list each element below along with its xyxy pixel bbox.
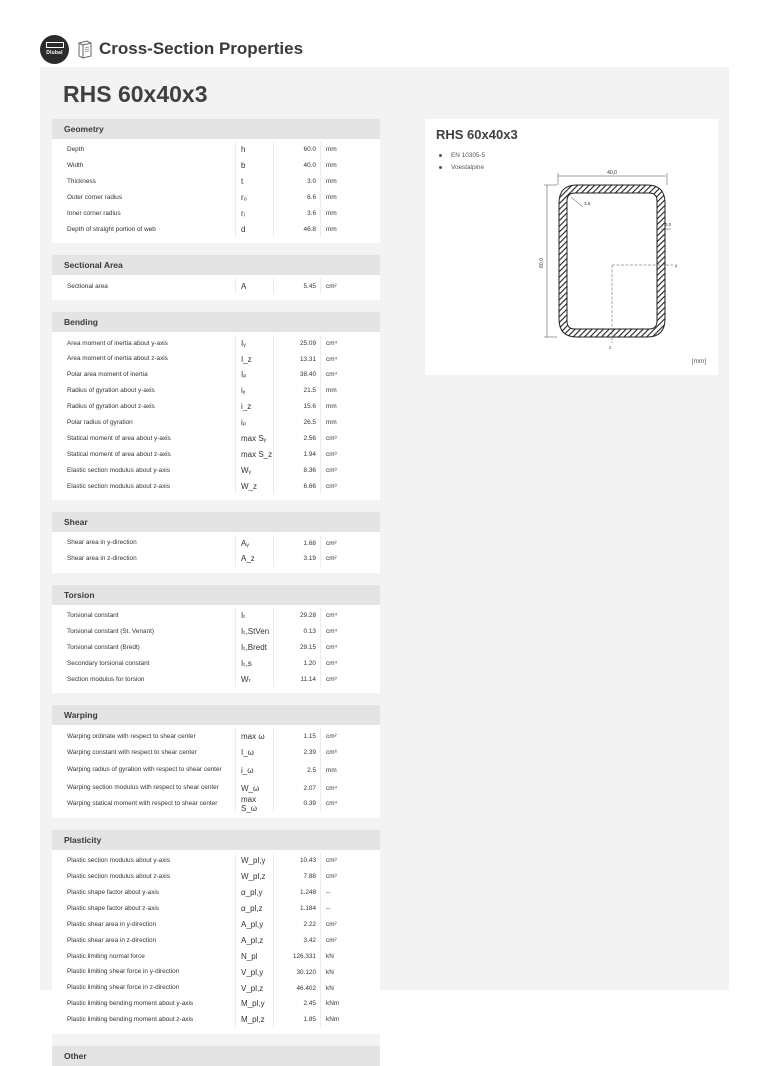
section-heading: Torsion: [52, 585, 380, 605]
property-name: Torsional constant: [52, 608, 236, 624]
section-torsion: [52, 585, 380, 705]
property-value: 15.6: [274, 399, 321, 415]
table-row: [52, 980, 380, 996]
property-value: 29.28: [274, 608, 321, 624]
property-name: Statical moment of area about y-axis: [52, 431, 236, 447]
property-name: Sectional area: [52, 278, 236, 294]
property-value: 1.248: [274, 885, 321, 901]
section-other: [52, 1046, 380, 1066]
property-unit: mm: [326, 210, 337, 217]
table-row: [52, 932, 380, 948]
section-heading: Bending: [52, 312, 380, 332]
property-unit: kN: [326, 968, 334, 976]
property-symbol: t: [236, 174, 274, 190]
table-row: [52, 535, 380, 551]
property-unit: mm: [326, 146, 337, 154]
property-value: 38.40: [274, 367, 321, 383]
property-name: Warping statical moment with respect to shear center: [52, 796, 236, 812]
property-unit: cm²: [326, 920, 337, 928]
table-row: [52, 278, 380, 294]
property-unit: cm⁴: [326, 339, 338, 347]
property-symbol: Wₜ: [236, 671, 274, 687]
property-unit: cm⁴: [326, 660, 338, 668]
property-symbol: I_z: [236, 351, 274, 367]
property-value: 29.15: [274, 640, 321, 656]
property-name: Radius of gyration about z-axis: [52, 399, 236, 415]
property-name: Section modulus for torsion: [52, 671, 236, 687]
section-shear: [52, 512, 380, 585]
property-symbol: A: [236, 278, 274, 294]
property-symbol: A_pl,y: [236, 917, 274, 933]
property-name: Plastic limiting bending moment about z-axis: [52, 1012, 236, 1028]
table-row: [52, 780, 380, 796]
table-row: [52, 744, 380, 760]
property-symbol: rᵢ: [236, 206, 274, 222]
property-symbol: Wᵧ: [236, 462, 274, 478]
profile-title: RHS 60x40x3: [63, 81, 208, 107]
width-dimension: 40,0: [607, 170, 617, 176]
section-heading: Plasticity: [52, 830, 380, 850]
properties-table: [52, 119, 380, 1066]
property-name: Warping radius of gyration with respect to shear center: [52, 760, 236, 780]
rhs-cross-section-drawing: [495, 170, 678, 361]
property-symbol: W_z: [236, 478, 274, 494]
height-dimension: 60,0: [539, 258, 545, 268]
property-name: Area moment of inertia about z-axis: [52, 351, 236, 367]
property-value: 1.20: [274, 656, 321, 672]
property-name: Torsional constant (St. Venant): [52, 624, 236, 640]
property-symbol: Iₜ: [236, 608, 274, 624]
property-value: 3.42: [274, 932, 321, 948]
property-value: 2.22: [274, 917, 321, 933]
property-value: 126.331: [274, 948, 321, 964]
property-unit: cm⁴: [326, 628, 338, 636]
property-name: Warping ordinate with respect to shear center: [52, 728, 236, 744]
section-sectional-area: [52, 255, 380, 312]
property-symbol: Iₜ,s: [236, 656, 274, 672]
property-symbol: Aᵧ: [236, 535, 274, 551]
property-value: 2.56: [274, 431, 321, 447]
cross-section-drawing-card: [425, 119, 718, 375]
table-row: [52, 415, 380, 431]
property-unit: cm⁴: [326, 371, 338, 379]
page-header: [40, 33, 303, 65]
radius-label: 3,6: [584, 201, 591, 206]
property-name: Plastic limiting shear force in z-direction: [52, 980, 236, 996]
property-unit: cm⁴: [326, 800, 338, 808]
property-symbol: V_pl,z: [236, 980, 274, 996]
section-heading: Other: [52, 1046, 380, 1066]
table-row: [52, 656, 380, 672]
table-row: [52, 174, 380, 190]
note-item: EN 10305-5: [439, 149, 485, 161]
table-row: [52, 190, 380, 206]
property-value: 2.45: [274, 996, 321, 1012]
table-row: [52, 446, 380, 462]
property-name: Polar radius of gyration: [52, 415, 236, 431]
property-name: Depth: [52, 142, 236, 158]
property-symbol: Iᵧ: [236, 335, 274, 351]
table-row: [52, 796, 380, 812]
book-icon: [77, 40, 93, 58]
property-symbol: I_ω: [236, 744, 274, 760]
property-symbol: M_pl,y: [236, 996, 274, 1012]
property-symbol: i_ω: [236, 760, 274, 780]
property-symbol: iᵧ: [236, 383, 274, 399]
property-unit: kNm: [326, 1016, 340, 1024]
property-symbol: max Sᵧ: [236, 431, 274, 447]
property-unit: --: [326, 889, 331, 897]
property-value: 2.39: [274, 744, 321, 760]
property-unit: --: [326, 905, 331, 913]
property-unit: kN: [326, 984, 334, 992]
property-value: 30.120: [274, 964, 321, 980]
property-value: 8.36: [274, 462, 321, 478]
table-row: [52, 462, 380, 478]
property-unit: mm: [326, 403, 337, 411]
property-unit: cm²: [326, 539, 337, 547]
property-name: Warping section modulus with respect to shear center: [52, 780, 236, 796]
property-value: 7.88: [274, 869, 321, 885]
table-row: [52, 206, 380, 222]
property-name: Depth of straight portion of web: [52, 221, 236, 237]
property-name: Torsional constant (Bredt): [52, 640, 236, 656]
property-symbol: h: [236, 142, 274, 158]
content-panel: [40, 67, 729, 1061]
property-value: 46.8: [274, 221, 321, 237]
property-name: Plastic section modulus about z-axis: [52, 869, 236, 885]
table-row: [52, 640, 380, 656]
property-name: Thickness: [52, 174, 236, 190]
drawing-title: RHS 60x40x3: [436, 127, 518, 142]
y-axis-label: y: [675, 263, 678, 268]
table-row: [52, 399, 380, 415]
section-heading: Sectional Area: [52, 255, 380, 275]
property-unit: cm³: [326, 857, 337, 865]
property-value: 0.13: [274, 624, 321, 640]
property-symbol: A_pl,z: [236, 932, 274, 948]
section-geometry: [52, 119, 380, 255]
property-name: Shear area in z-direction: [52, 551, 236, 567]
property-unit: mm: [326, 387, 337, 395]
property-name: Polar area moment of inertia: [52, 367, 236, 383]
table-row: [52, 383, 380, 399]
property-symbol: iₚ: [236, 415, 274, 431]
table-row: [52, 608, 380, 624]
property-symbol: d: [236, 221, 274, 237]
section-heading: Shear: [52, 512, 380, 532]
property-name: Plastic shape factor about y-axis: [52, 885, 236, 901]
property-unit: cm⁴: [326, 612, 338, 620]
dlubal-logo: [40, 35, 69, 64]
property-unit: cm²: [326, 936, 337, 944]
property-value: 21.5: [274, 383, 321, 399]
property-value: 2.07: [274, 780, 321, 796]
table-row: [52, 901, 380, 917]
section-heading: Warping: [52, 705, 380, 725]
property-unit: mm: [326, 419, 337, 427]
property-value: 6.6: [274, 190, 321, 206]
property-symbol: Iₜ,Bredt: [236, 640, 274, 656]
table-row: [52, 853, 380, 869]
section-plasticity: [52, 830, 380, 1046]
property-symbol: N_pl: [236, 948, 274, 964]
property-name: Elastic section modulus about y-axis: [52, 462, 236, 478]
table-row: [52, 335, 380, 351]
table-row: [52, 624, 380, 640]
property-symbol: α_pl,y: [236, 885, 274, 901]
z-axis-label: z: [609, 345, 612, 350]
section-heading: Geometry: [52, 119, 380, 139]
property-symbol: max ω: [236, 728, 274, 744]
property-name: Width: [52, 158, 236, 174]
property-value: 1.184: [274, 901, 321, 917]
property-name: Plastic section modulus about y-axis: [52, 853, 236, 869]
table-row: [52, 367, 380, 383]
property-unit: kN: [326, 952, 334, 960]
property-unit: cm⁶: [326, 748, 338, 756]
property-value: 6.66: [274, 478, 321, 494]
property-value: 25.09: [274, 335, 321, 351]
logo-text: Dlubal: [46, 50, 63, 56]
section-warping: [52, 705, 380, 830]
table-row: [52, 760, 380, 780]
property-symbol: i_z: [236, 399, 274, 415]
property-unit: cm²: [326, 732, 337, 740]
property-name: Inner corner radius: [52, 206, 236, 222]
section-bending: [52, 312, 380, 512]
table-row: [52, 869, 380, 885]
property-name: Shear area in y-direction: [52, 535, 236, 551]
property-name: Plastic shear area in y-direction: [52, 917, 236, 933]
property-name: Plastic limiting normal force: [52, 948, 236, 964]
property-name: Plastic limiting shear force in y-direction: [52, 964, 236, 980]
property-value: 0.39: [274, 796, 321, 812]
property-value: 1.68: [274, 535, 321, 551]
property-name: Elastic section modulus about z-axis: [52, 478, 236, 494]
table-row: [52, 478, 380, 494]
property-unit: cm³: [326, 675, 337, 683]
property-symbol: W_pl,z: [236, 869, 274, 885]
property-value: 1.15: [274, 728, 321, 744]
property-symbol: V_pl,y: [236, 964, 274, 980]
property-name: Outer corner radius: [52, 190, 236, 206]
table-row: [52, 351, 380, 367]
property-value: 13.31: [274, 351, 321, 367]
property-symbol: W_ω: [236, 780, 274, 796]
table-row: [52, 158, 380, 174]
property-value: 1.94: [274, 446, 321, 462]
property-unit: cm³: [326, 450, 337, 458]
property-symbol: Iₜ,StVen: [236, 624, 274, 640]
property-symbol: α_pl,z: [236, 901, 274, 917]
table-row: [52, 142, 380, 158]
property-symbol: M_pl,z: [236, 1012, 274, 1028]
property-value: 26.5: [274, 415, 321, 431]
property-value: 40.0: [274, 158, 321, 174]
property-unit: cm⁴: [326, 355, 338, 363]
property-unit: cm³: [326, 482, 337, 490]
property-unit: mm: [326, 225, 337, 233]
property-symbol: max S_z: [236, 446, 274, 462]
thickness-label: 3,0: [665, 222, 672, 227]
property-unit: cm⁴: [326, 644, 338, 652]
property-unit: cm³: [326, 873, 337, 881]
drawing-notes: [439, 149, 485, 173]
property-unit: cm²: [326, 555, 337, 563]
property-value: 2.5: [274, 760, 321, 780]
property-symbol: A_z: [236, 551, 274, 567]
property-name: Warping constant with respect to shear center: [52, 744, 236, 760]
note-item: Voestalpine: [439, 161, 485, 173]
property-value: 3.0: [274, 174, 321, 190]
property-unit: cm⁴: [326, 784, 338, 792]
property-name: Plastic shear area in z-direction: [52, 932, 236, 948]
property-value: 11.14: [274, 671, 321, 687]
property-unit: mm: [326, 766, 337, 774]
property-symbol: Iₚ: [236, 367, 274, 383]
property-value: 5.45: [274, 278, 321, 294]
property-symbol: rₒ: [236, 190, 274, 206]
property-name: Plastic shape factor about z-axis: [52, 901, 236, 917]
property-value: 3.6: [274, 206, 321, 222]
property-symbol: max S_ω: [236, 796, 274, 812]
property-symbol: b: [236, 158, 274, 174]
property-value: 60.0: [274, 142, 321, 158]
property-value: 1.85: [274, 1012, 321, 1028]
property-unit: cm²: [326, 282, 337, 290]
property-value: 10.43: [274, 853, 321, 869]
property-name: Radius of gyration about y-axis: [52, 383, 236, 399]
table-row: [52, 551, 380, 567]
table-row: [52, 1012, 380, 1028]
table-row: [52, 671, 380, 687]
property-value: 46.402: [274, 980, 321, 996]
table-row: [52, 917, 380, 933]
table-row: [52, 996, 380, 1012]
property-name: Plastic limiting bending moment about y-axis: [52, 996, 236, 1012]
table-row: [52, 728, 380, 744]
property-name: Area moment of inertia about y-axis: [52, 335, 236, 351]
property-unit: mm: [326, 194, 337, 202]
property-unit: kNm: [326, 1000, 340, 1008]
property-unit: cm³: [326, 435, 337, 443]
table-row: [52, 885, 380, 901]
page-title: Cross-Section Properties: [99, 39, 304, 58]
table-row: [52, 964, 380, 980]
property-value: 3.19: [274, 551, 321, 567]
table-row: [52, 948, 380, 964]
property-name: Secondary torsional constant: [52, 656, 236, 672]
property-unit: mm: [326, 162, 337, 170]
table-row: [52, 431, 380, 447]
property-symbol: W_pl,y: [236, 853, 274, 869]
property-name: Statical moment of area about z-axis: [52, 446, 236, 462]
property-unit: cm³: [326, 466, 337, 474]
unit-label: [mm]: [691, 358, 706, 365]
property-unit: mm: [326, 178, 337, 186]
table-row: [52, 221, 380, 237]
